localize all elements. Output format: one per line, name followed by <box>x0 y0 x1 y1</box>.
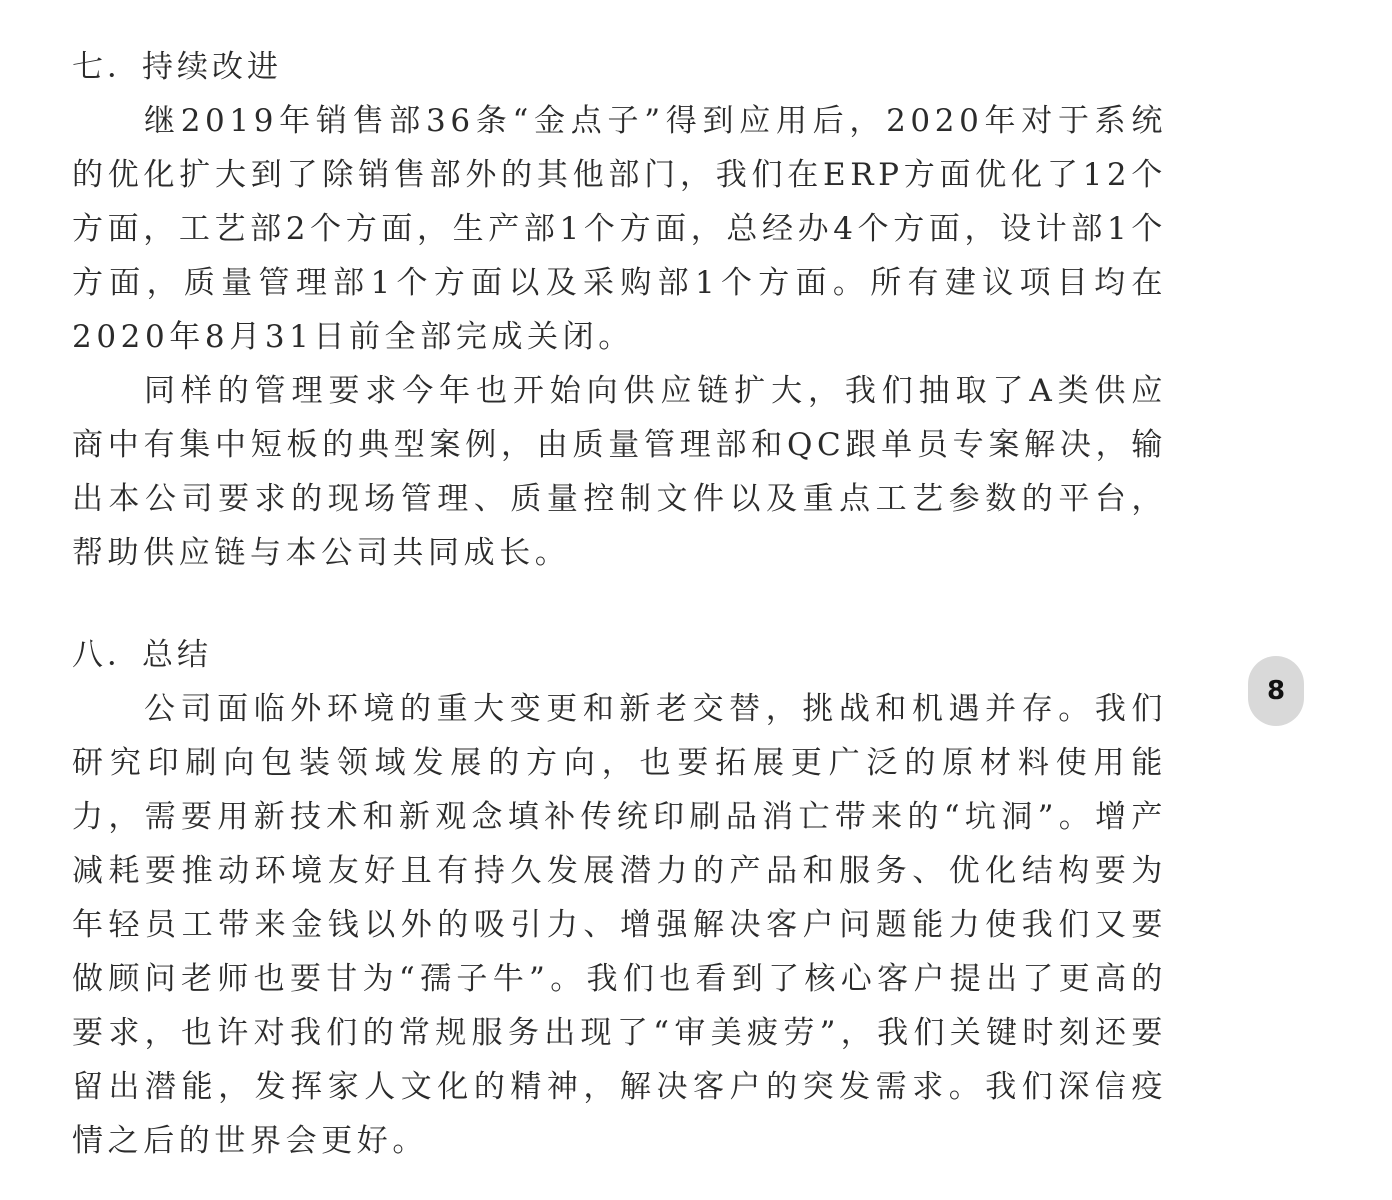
page-number-badge: 8 <box>1248 656 1304 726</box>
section-heading: 七．持续改进 <box>72 49 282 85</box>
paragraph: 继2019年销售部36条“金点子”得到应用后，2020年对于系统的优化扩大到了除销售部外的其他部门，我们在ERP方面优化了12个方面，工艺部2个方面，生产部1个方面，总经办4个方面，设计部1个方面，质量管理部1个方面以及采购部1个方面。所有建议项目均在2020年8月31日前全部完成关闭。 <box>72 103 1167 355</box>
section-continuous-improvement <box>72 40 1167 580</box>
paragraph: 同样的管理要求今年也开始向供应链扩大，我们抽取了A类供应商中有集中短板的典型案例，由质量管理部和QC跟单员专案解决，输出本公司要求的现场管理、质量控制文件以及重点工艺参数的平台，帮助供应链与本公司共同成长。 <box>72 373 1167 571</box>
section-summary <box>72 628 1167 1168</box>
document-page <box>72 40 1167 1168</box>
section-heading: 八．总结 <box>72 637 212 673</box>
paragraph: 公司面临外环境的重大变更和新老交替，挑战和机遇并存。我们研究印刷向包装领域发展的方向，也要拓展更广泛的原材料使用能力，需要用新技术和新观念填补传统印刷品消亡带来的“坑洞”。增产减耗要推动环境友好且有持久发展潜力的产品和服务、优化结构要为年轻员工带来金钱以外的吸引力、增强解决客户问题能力使我们又要做顾问老师也要甘为“孺子牛”。我们也看到了核心客户提出了更高的要求，也许对我们的常规服务出现了“审美疲劳”，我们关键时刻还要留出潜能，发挥家人文化的精神，解决客户的突发需求。我们深信疫情之后的世界会更好。 <box>72 691 1167 1159</box>
